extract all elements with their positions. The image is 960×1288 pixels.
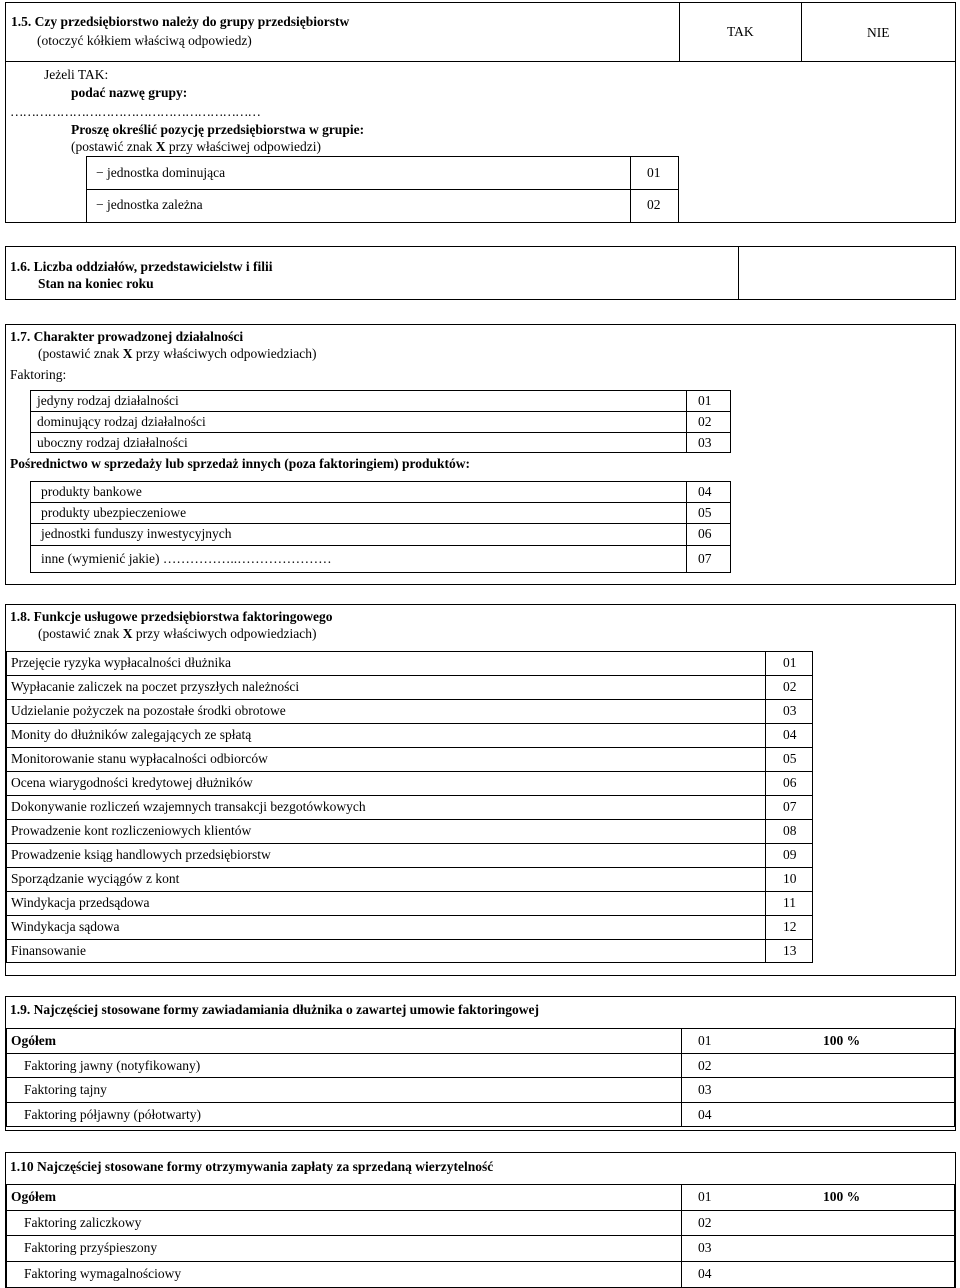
s15-header-line <box>5 61 956 62</box>
s15-group-name-label: podać nazwę grupy: <box>71 85 188 100</box>
s15-option-zalezna-label: − jednostka zależna <box>96 197 203 212</box>
s110-row-value: 100 % <box>823 1189 861 1204</box>
s19-row-value: 100 % <box>823 1033 861 1048</box>
s18-function-code[interactable]: 03 <box>783 703 797 718</box>
s18-function-label: Monity do dłużników zalegających ze spłatą <box>11 727 252 742</box>
s19-row-input[interactable] <box>735 1078 953 1101</box>
s18-function-label: Dokonywanie rozliczeń wzajemnych transakcji bezgotówkowych <box>11 799 366 814</box>
s17-brokerage-code-04[interactable]: 04 <box>698 484 712 499</box>
s18-function-code[interactable]: 09 <box>783 847 797 862</box>
s17-brokerage-row1 <box>30 502 731 503</box>
s18-row-divider <box>6 699 813 700</box>
s19-row-code: 01 <box>698 1033 712 1048</box>
s18-note: (postawić znak X przy właściwych odpowiedziach) <box>38 626 317 641</box>
s18-function-label: Udzielanie pożyczek na pozostałe środki obrotowe <box>11 703 286 718</box>
s110-title: 1.10 Najczęściej stosowane formy otrzymywania zapłaty za sprzedaną wierzytelność <box>10 1159 494 1174</box>
s17-brokerage-label: Pośrednictwo w sprzedaży lub sprzedaż innych (poza faktoringiem) produktów: <box>10 456 471 471</box>
s16-subtitle: Stan na koniec roku <box>38 276 154 291</box>
s17-brokerage-item-07[interactable]: inne (wymienić jakie) ……………..………………… <box>41 551 332 566</box>
s18-function-label: Prowadzenie kont rozliczeniowych klientów <box>11 823 252 838</box>
s19-title: 1.9. Najczęściej stosowane formy zawiadamiania dłużnika o zawartej umowie faktoringowej <box>10 1002 540 1017</box>
s17-brokerage-item-06: jednostki funduszy inwestycyjnych <box>41 526 232 541</box>
s18-row-divider <box>6 819 813 820</box>
s18-function-label: Monitorowanie stanu wypłacalności odbiorców <box>11 751 268 766</box>
s17-factoring-item-03: uboczny rodzaj działalności <box>37 435 188 450</box>
s110-row-input[interactable] <box>735 1211 953 1235</box>
s18-function-label: Prowadzenie ksiąg handlowych przedsiębiorstw <box>11 847 271 862</box>
s17-brokerage-code-05[interactable]: 05 <box>698 505 712 520</box>
s15-option-zalezna-code: 02 <box>647 197 661 212</box>
s15-position-note: (postawić znak X przy właściwej odpowiedzi) <box>71 139 322 154</box>
s18-function-code[interactable]: 06 <box>783 775 797 790</box>
s18-function-code[interactable]: 05 <box>783 751 797 766</box>
s110-row-code: 04 <box>698 1265 712 1281</box>
s17-brokerage-code-06[interactable]: 06 <box>698 526 712 541</box>
s18-function-code[interactable]: 04 <box>783 727 797 742</box>
s19-row-input[interactable] <box>735 1054 953 1077</box>
s15-answer-cell-02[interactable] <box>680 190 740 222</box>
s17-brokerage-item-04: produkty bankowe <box>41 484 142 499</box>
s18-function-label: Windykacja przedsądowa <box>11 895 150 910</box>
s18-function-label: Finansowanie <box>11 943 86 958</box>
s18-function-code[interactable]: 08 <box>783 823 797 838</box>
s17-factoring-row1 <box>30 411 731 412</box>
s18-title: 1.8. Funkcje usługowe przedsiębiorstwa faktoringowego <box>10 609 333 624</box>
s18-function-code[interactable]: 13 <box>783 943 797 958</box>
s18-row-divider <box>6 675 813 676</box>
s18-function-code[interactable]: 12 <box>783 919 797 934</box>
s18-row-divider <box>6 939 813 940</box>
s18-functions-divider <box>765 651 766 963</box>
s18-function-label: Windykacja sądowa <box>11 919 120 934</box>
s110-row-input[interactable] <box>735 1236 953 1260</box>
s17-factoring-label: Faktoring: <box>10 367 67 382</box>
s18-row-divider <box>6 891 813 892</box>
s19-row-label: Ogółem <box>11 1033 56 1048</box>
s18-row-divider <box>6 915 813 916</box>
s15-position-label: Proszę określić pozycję przedsiębiorstwa w grupie: <box>71 122 365 137</box>
s17-factoring-code-03[interactable]: 03 <box>698 435 712 450</box>
s110-row-code: 02 <box>698 1214 712 1230</box>
s15-group-name-field[interactable]: …………………………………………………… <box>10 104 260 119</box>
s15-answer-cell-01[interactable] <box>680 157 740 189</box>
s17-brokerage-divider <box>686 481 687 573</box>
s110-row-label: Faktoring zaliczkowy <box>24 1214 142 1230</box>
s18-function-code[interactable]: 02 <box>783 679 797 694</box>
s19-row-code: 04 <box>698 1106 712 1122</box>
s110-row-label: Faktoring wymagalnościowy <box>24 1265 182 1281</box>
s17-factoring-code-02[interactable]: 02 <box>698 414 712 429</box>
s17-brokerage-code-07[interactable]: 07 <box>698 551 712 566</box>
s18-function-label: Wypłacanie zaliczek na poczet przyszłych należności <box>11 679 300 694</box>
s110-row-label: Faktoring przyśpieszony <box>24 1240 158 1255</box>
s17-brokerage-row3 <box>30 545 731 546</box>
s15-if-tak-label: Jeżeli TAK: <box>44 67 109 82</box>
s18-function-code[interactable]: 01 <box>783 655 797 670</box>
s19-row-code: 03 <box>698 1082 712 1097</box>
s15-title: 1.5. Czy przedsiębiorstwo należy do grupy przedsiębiorstw <box>11 14 350 29</box>
s17-factoring-row2 <box>30 432 731 433</box>
s18-row-divider <box>6 867 813 868</box>
s18-function-label: Przejęcie ryzyka wypłacalności dłużnika <box>11 655 232 670</box>
s18-function-code[interactable]: 11 <box>783 895 796 910</box>
s15-subtitle: (otoczyć kółkiem właściwą odpowiedz) <box>37 33 252 48</box>
s19-row-label: Faktoring jawny (notyfikowany) <box>24 1057 201 1073</box>
s17-brokerage-item-05: produkty ubezpieczeniowe <box>41 505 187 520</box>
s15-divider-nie <box>801 2 802 62</box>
s15-option-dominujaca-label: − jednostka dominująca <box>96 165 226 180</box>
s19-row-label: Faktoring tajny <box>24 1082 107 1097</box>
s18-function-code[interactable]: 07 <box>783 799 797 814</box>
s17-factoring-item-01: jedyny rodzaj działalności <box>37 393 179 408</box>
s18-function-label: Sporządzanie wyciągów z kont <box>11 871 180 886</box>
s16-answer-field[interactable] <box>739 247 955 299</box>
s19-row-label: Faktoring półjawny (półotwarty) <box>24 1106 201 1122</box>
s17-brokerage-row2 <box>30 523 731 524</box>
s15-options-row-divider <box>86 189 679 190</box>
s19-row-input[interactable] <box>735 1103 953 1126</box>
s17-title: 1.7. Charakter prowadzonej działalności <box>10 329 244 344</box>
s15-nie-option[interactable]: NIE <box>867 25 890 40</box>
s110-row-label: Ogółem <box>11 1189 56 1204</box>
s17-factoring-divider <box>686 390 687 453</box>
s15-option-dominujaca-code: 01 <box>647 165 661 180</box>
s110-row-input[interactable] <box>735 1262 953 1286</box>
s17-factoring-code-01[interactable]: 01 <box>698 393 712 408</box>
s110-code-divider <box>681 1184 682 1288</box>
s17-note: (postawić znak X przy właściwych odpowiedziach) <box>38 346 317 361</box>
s15-divider-tak <box>679 2 680 62</box>
s15-tak-option[interactable]: TAK <box>727 24 754 39</box>
s16-title: 1.6. Liczba oddziałów, przedstawicielstw i filii <box>10 259 273 274</box>
s17-factoring-item-02: dominujący rodzaj działalności <box>37 414 206 429</box>
s15-tak-inline: TAK <box>77 67 105 82</box>
s18-row-divider <box>6 795 813 796</box>
s18-row-divider <box>6 843 813 844</box>
s18-function-code[interactable]: 10 <box>783 871 797 886</box>
s110-row-code: 03 <box>698 1240 712 1255</box>
s19-row-code: 02 <box>698 1057 712 1073</box>
s18-row-divider <box>6 723 813 724</box>
s18-row-divider <box>6 771 813 772</box>
s18-function-label: Ocena wiarygodności kredytowej dłużników <box>11 775 253 790</box>
s18-row-divider <box>6 747 813 748</box>
s110-row-code: 01 <box>698 1189 712 1204</box>
